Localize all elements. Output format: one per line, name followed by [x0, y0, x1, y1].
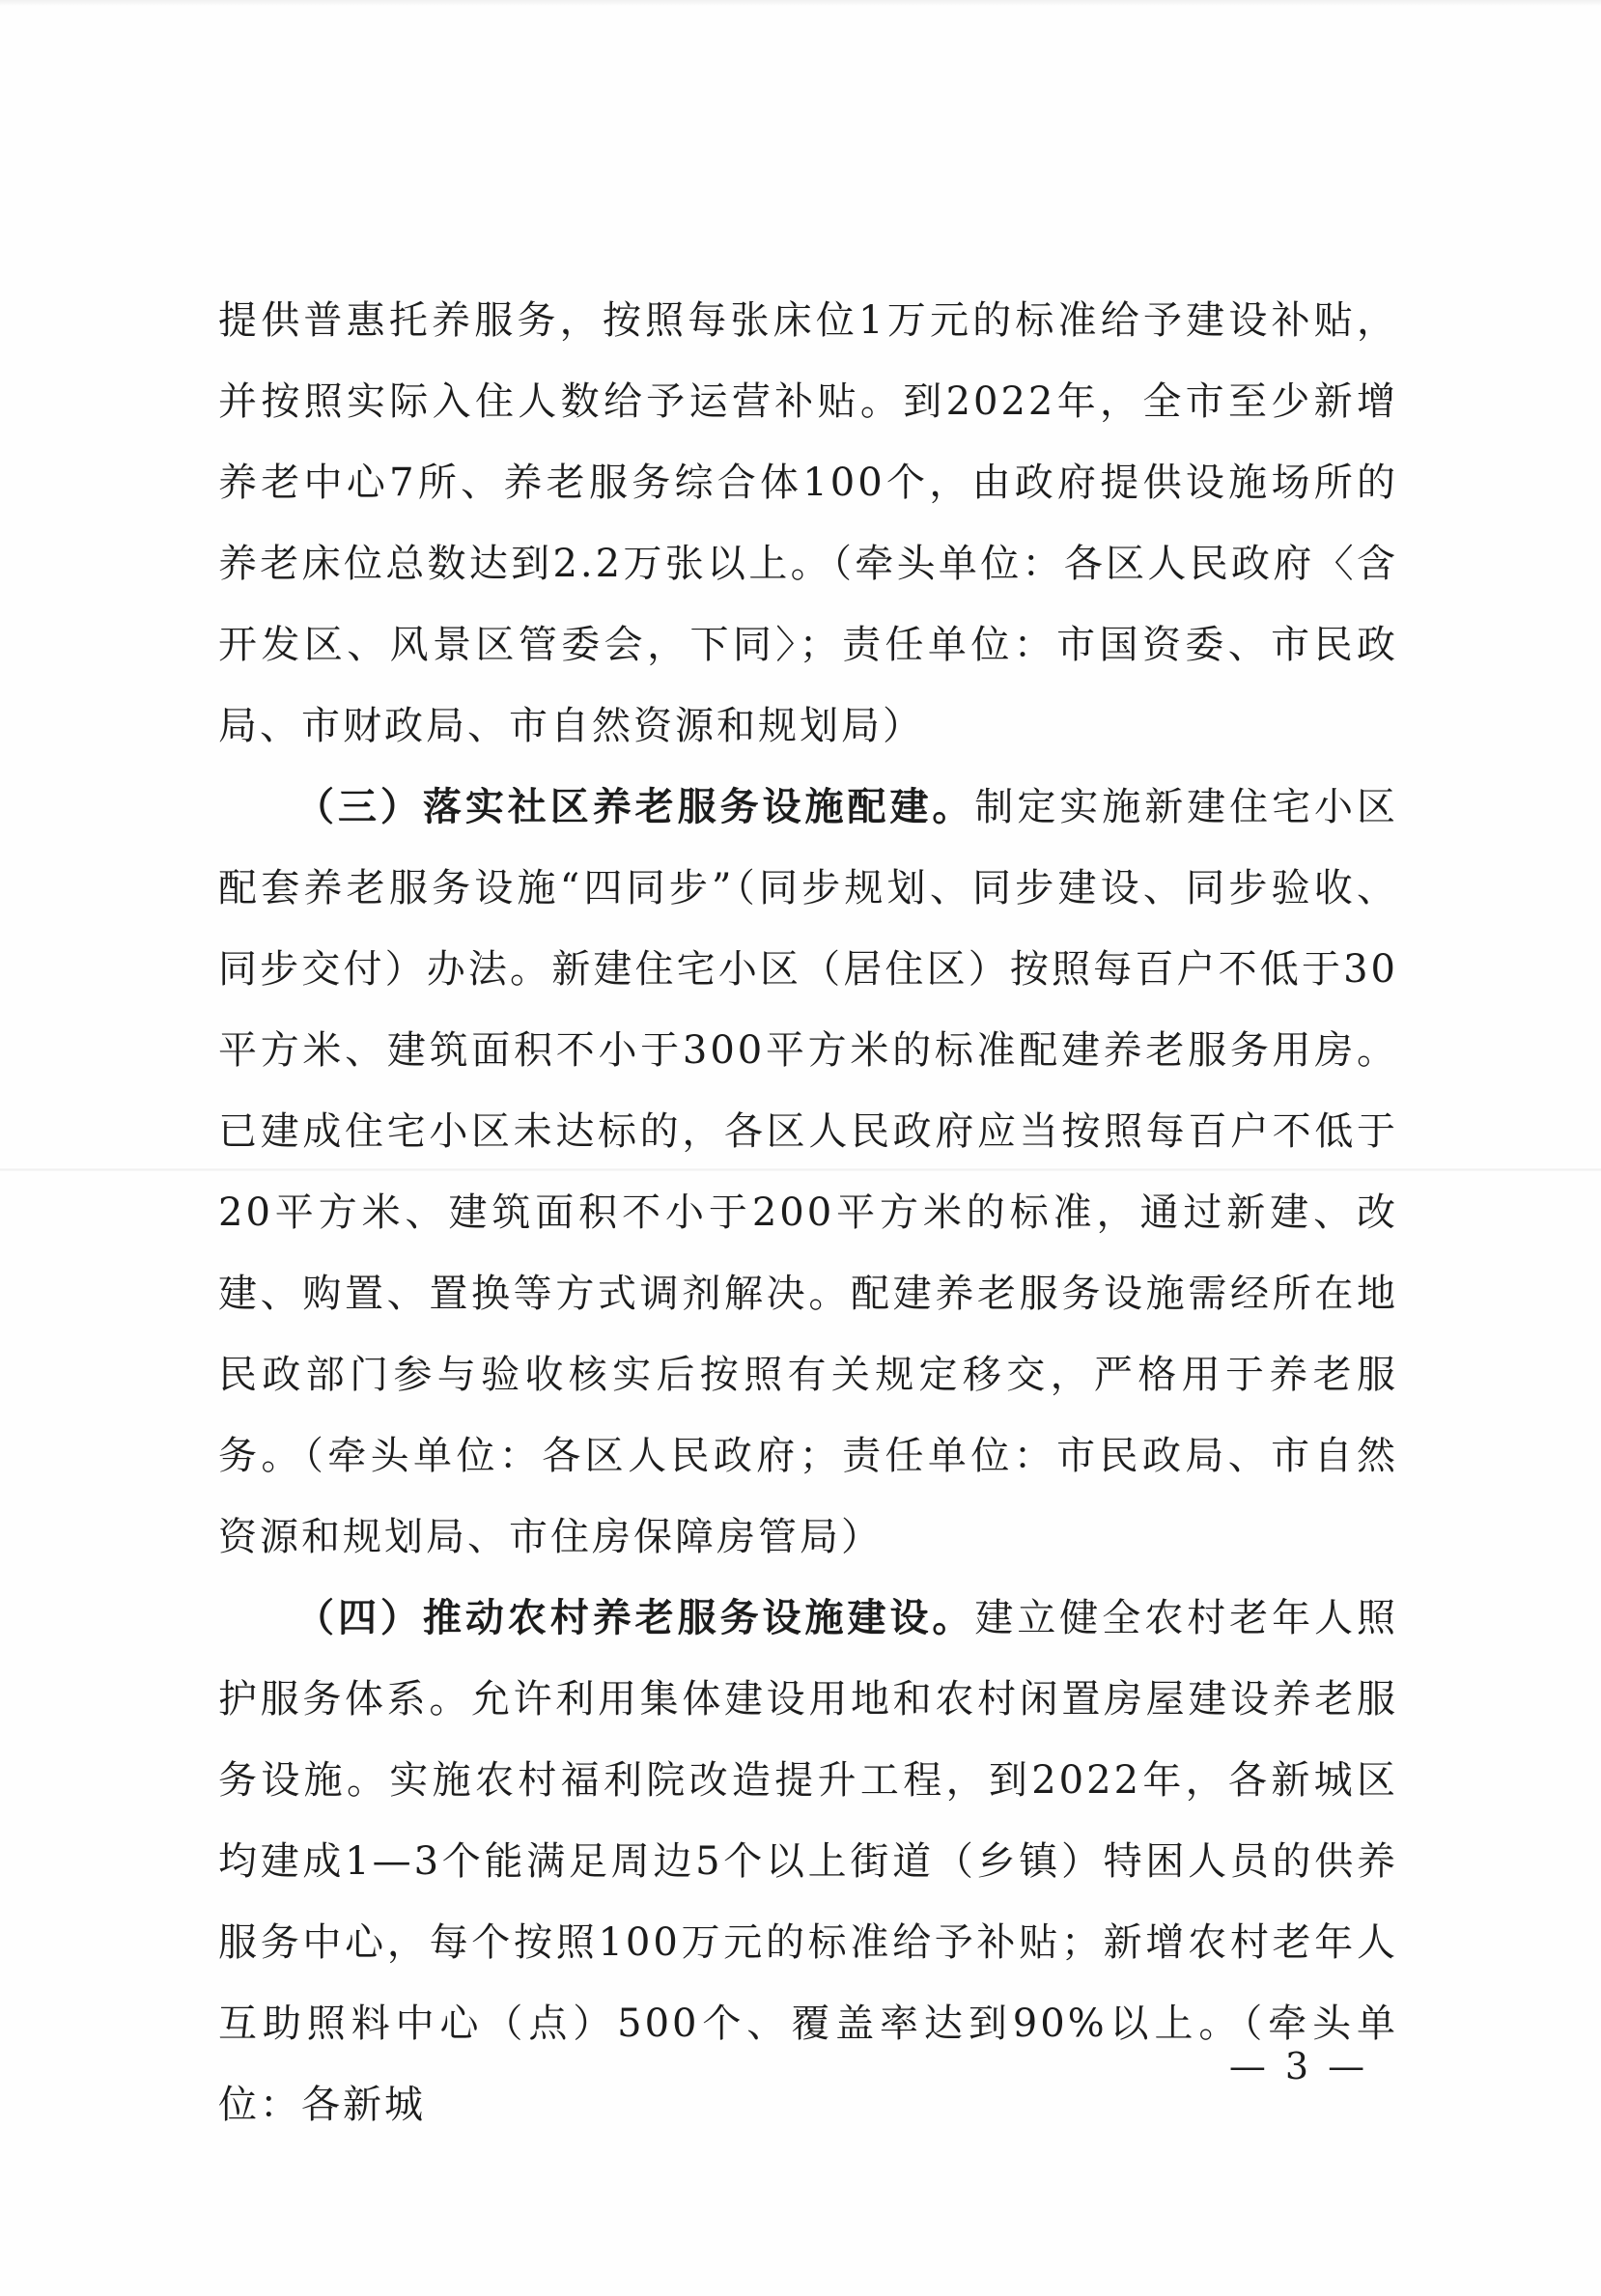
section-heading: （四）推动农村养老服务设施建设。	[295, 1595, 975, 1640]
paragraph-section-four	[218, 1578, 1398, 2145]
section-heading: （三）落实社区养老服务设施配建。	[295, 784, 975, 829]
paragraph-text: 制定实施新建住宅小区配套养老服务设施“四同步”（同步规划、同步建设、同步验收、同步交付）办法。新建住宅小区（居住区）按照每百户不低于30平方米、建筑面积不小于300平方米的标准配建养老服务用房。已建成住宅小区未达标的，各区人民政府应当按照每百户不低于20平方米、建筑面积不小于200平方米的标准，通过新建、改建、购置、置换等方式调剂解决。配建养老服务设施需经所在地民政部门参与验收核实后按照有关规定移交，严格用于养老服务。（牵头单位：各区人民政府；责任单位：市民政局、市自然资源和规划局、市住房保障房管局）	[218, 785, 1398, 1559]
document-body	[218, 280, 1398, 2145]
page-number: — 3 —	[1228, 2045, 1369, 2087]
scan-edge-shadow	[0, 0, 1601, 6]
paragraph-text: 提供普惠托养服务，按照每张床位1万元的标准给予建设补贴，并按照实际入住人数给予运营补贴。到2022年，全市至少新增养老中心7所、养老服务综合体100个，由政府提供设施场所的养老床位总数达到2.2万张以上。（牵头单位：各区人民政府〈含开发区、风景区管委会，下同〉；责任单位：市国资委、市民政局、市财政局、市自然资源和规划局）	[218, 298, 1398, 748]
paragraph-section-three	[218, 767, 1398, 1578]
paragraph-text: 建立健全农村老年人照护服务体系。允许利用集体建设用地和农村闲置房屋建设养老服务设施。实施农村福利院改造提升工程，到2022年，各新城区均建成1—3个能满足周边5个以上街道（乡镇）特困人员的供养服务中心，每个按照100万元的标准给予补贴；新增农村老年人互助照料中心（点）500个、覆盖率达到90%以上。（牵头单位：各新城	[218, 1596, 1398, 2127]
paragraph-continuation	[218, 280, 1398, 767]
